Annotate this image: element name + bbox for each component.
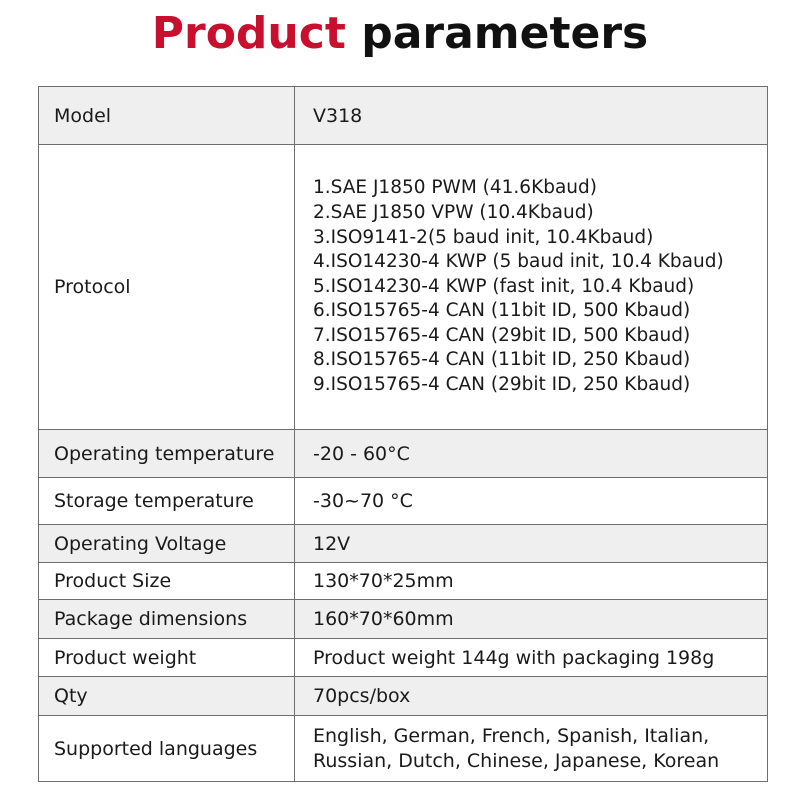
label-qty: Qty: [39, 677, 295, 716]
row-qty: [39, 677, 768, 716]
protocol-line: 8.ISO15765-4 CAN (11bit ID, 250 Kbaud): [313, 349, 691, 371]
value-product-size: 130*70*25mm: [295, 563, 768, 600]
protocol-line: 9.ISO15765-4 CAN (29bit ID, 250 Kbaud): [313, 374, 691, 396]
title-accent: Product: [151, 8, 346, 59]
row-protocol: [39, 145, 768, 430]
label-operating-voltage: Operating Voltage: [39, 525, 295, 563]
label-protocol: Protocol: [39, 145, 295, 430]
value-operating-voltage: 12V: [295, 525, 768, 563]
label-storage-temperature: Storage temperature: [39, 478, 295, 525]
protocol-line: 5.ISO14230-4 KWP (fast init, 10.4 Kbaud): [313, 275, 695, 297]
title-rest: parameters: [345, 8, 649, 59]
label-package-dimensions: Package dimensions: [39, 600, 295, 639]
protocol-line: 6.ISO15765-4 CAN (11bit ID, 500 Kbaud): [313, 300, 691, 322]
row-storage-temperature: [39, 478, 768, 525]
row-product-size: [39, 563, 768, 600]
value-package-dimensions: 160*70*60mm: [295, 600, 768, 639]
label-product-weight: Product weight: [39, 639, 295, 677]
page-title: [0, 4, 800, 64]
label-product-size: Product Size: [39, 563, 295, 600]
protocol-line: 7.ISO15765-4 CAN (29bit ID, 500 Kbaud): [313, 324, 691, 346]
language-line: Russian, Dutch, Chinese, Japanese, Korean: [313, 749, 720, 772]
row-model: [39, 87, 768, 145]
parameters-table: [38, 86, 768, 782]
label-model: Model: [39, 87, 295, 145]
protocol-line: 4.ISO14230-4 KWP (5 baud init, 10.4 Kbaud): [313, 251, 724, 273]
value-qty: 70pcs/box: [295, 677, 768, 716]
value-operating-temperature: -20 - 60°C: [295, 430, 768, 478]
row-operating-voltage: [39, 525, 768, 563]
protocol-line: 2.SAE J1850 VPW (10.4Kbaud): [313, 201, 594, 223]
value-supported-languages: [295, 716, 768, 782]
language-line: English, German, French, Spanish, Italian,: [313, 724, 710, 747]
value-storage-temperature: -30~70 °C: [295, 478, 768, 525]
label-supported-languages: Supported languages: [39, 716, 295, 782]
value-protocol: [295, 145, 768, 430]
row-package-dimensions: [39, 600, 768, 639]
row-supported-languages: [39, 716, 768, 782]
protocol-line: 1.SAE J1850 PWM (41.6Kbaud): [313, 177, 597, 199]
value-product-weight: Product weight 144g with packaging 198g: [295, 639, 768, 677]
row-operating-temperature: [39, 430, 768, 478]
label-operating-temperature: Operating temperature: [39, 430, 295, 478]
row-product-weight: [39, 639, 768, 677]
protocol-line: 3.ISO9141-2(5 baud init, 10.4Kbaud): [313, 226, 654, 248]
value-model: V318: [295, 87, 768, 145]
